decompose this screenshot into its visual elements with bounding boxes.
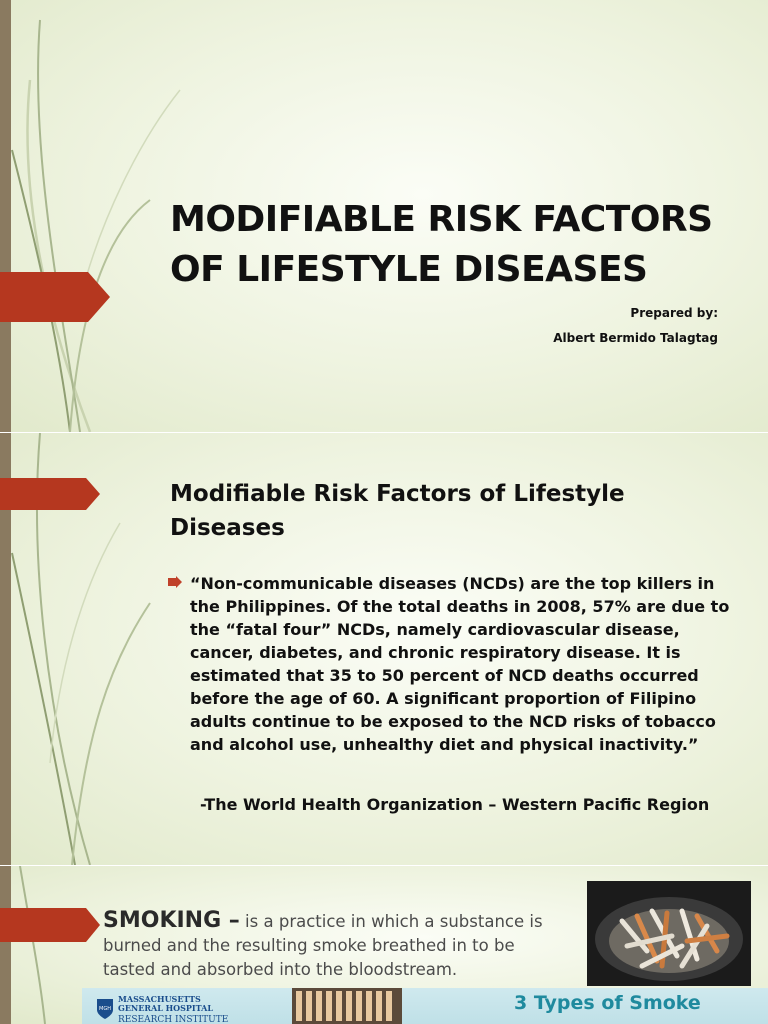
mgh-shield-icon	[96, 998, 114, 1020]
arrow-tab-icon	[0, 908, 100, 942]
film-strip-graphic	[292, 988, 402, 1024]
quote-line: the Philippines. Of the total deaths in 2008, 57% are due to	[190, 597, 730, 616]
quote-line: the “fatal four” NCDs, namely cardiovascular disease,	[190, 620, 680, 639]
quote-line: and alcohol use, unhealthy diet and physical inactivity.”	[190, 735, 699, 754]
quote-line: “Non-communicable diseases (NCDs) are the top killers in	[190, 574, 715, 593]
org-subtitle: RESEARCH INSTITUTE	[118, 1015, 229, 1024]
definition-text: is a practice in which a substance is	[239, 912, 543, 931]
arrow-tab-icon	[0, 478, 100, 510]
slide-smoking[interactable]	[0, 866, 768, 1024]
heading-line: Modifiable Risk Factors of Lifestyle	[170, 481, 625, 507]
video-banner	[82, 988, 768, 1024]
svg-text:MGH: MGH	[99, 1006, 111, 1012]
prepared-by-label: Prepared by:	[630, 306, 718, 320]
arrow-bullet-icon	[168, 576, 182, 588]
slide-title[interactable]	[0, 0, 768, 432]
quote-attribution: -The World Health Organization – Western Pacific Region	[200, 795, 710, 814]
heading-line: Diseases	[170, 515, 285, 541]
ashtray-photo	[587, 881, 751, 986]
quote-line: cancer, diabetes, and chronic respiratory disease. It is	[190, 643, 681, 662]
org-line: MASSACHUSETTS	[118, 994, 201, 1004]
quote-line: estimated that 35 to 50 percent of NCD deaths occurred	[190, 666, 699, 685]
quote-line: before the age of 60. A significant proportion of Filipino	[190, 689, 697, 708]
title-line: MODIFIABLE RISK FACTORS	[170, 199, 713, 240]
slide-heading	[170, 477, 710, 545]
arrow-tab-icon	[0, 272, 110, 322]
slide-title-heading	[170, 195, 750, 295]
smoking-term: SMOKING –	[103, 908, 240, 933]
definition-text: tasted and absorbed into the bloodstream.	[103, 960, 458, 979]
who-quote	[190, 572, 748, 756]
banner-title: 3 Types of Smoke	[514, 992, 701, 1014]
org-line: GENERAL HOSPITAL	[118, 1003, 214, 1013]
author-name: Albert Bermido Talagtag	[553, 331, 718, 345]
quote-line: adults continue to be exposed to the NCD risks of tobacco	[190, 712, 716, 731]
slide-quote[interactable]	[0, 433, 768, 865]
org-name	[118, 995, 213, 1013]
quote-bullet	[168, 572, 748, 756]
smoking-definition	[103, 909, 593, 982]
definition-text: burned and the resulting smoke breathed in to be	[103, 936, 515, 955]
title-line: OF LIFESTYLE DISEASES	[170, 249, 648, 290]
